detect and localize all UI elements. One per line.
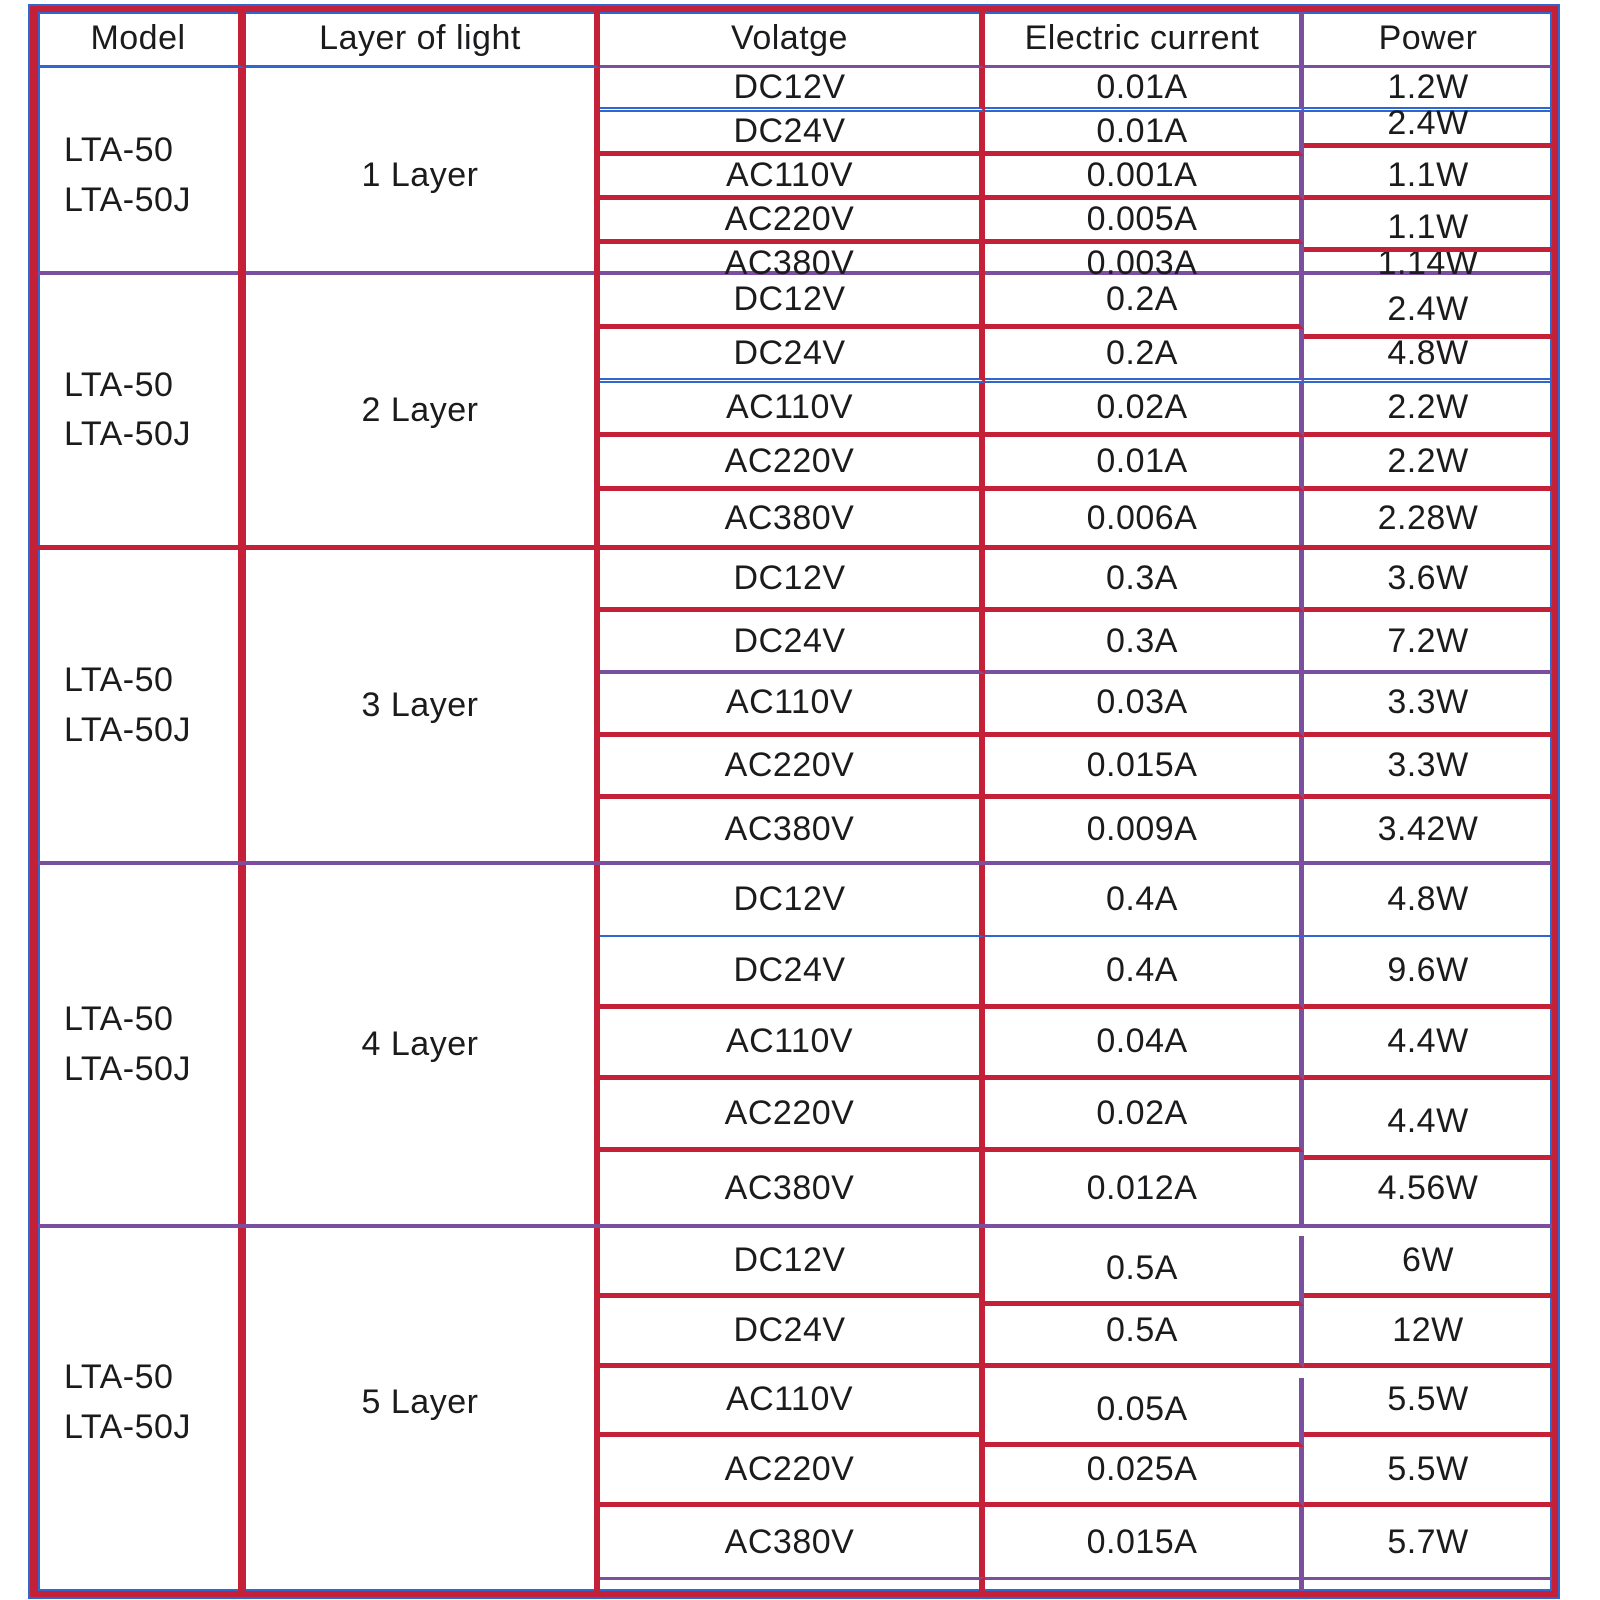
voltage-cell: AC110V bbox=[600, 1368, 985, 1438]
voltage-cell: AC380V bbox=[600, 244, 985, 283]
power-cell: 9.6W bbox=[1304, 937, 1552, 1009]
voltage-cell: DC12V bbox=[600, 1228, 985, 1298]
model-cell bbox=[38, 68, 246, 283]
power-cell: 2.28W bbox=[1377, 498, 1479, 537]
power-cell: 5.5W bbox=[1304, 1437, 1552, 1507]
voltage-cell: AC380V bbox=[600, 491, 985, 545]
current-cell: 0.001A bbox=[985, 156, 1304, 200]
voltage-cell: AC380V bbox=[600, 1507, 985, 1577]
power-cell: 5.5W bbox=[1304, 1368, 1552, 1438]
voltage-cell: DC24V bbox=[600, 937, 985, 1009]
model-cell bbox=[38, 1228, 246, 1577]
table-group-2-layer bbox=[38, 275, 1552, 550]
bottom-strip-cell bbox=[985, 1577, 1304, 1591]
table-group-5-layer bbox=[38, 1228, 1552, 1577]
table-group-1-layer bbox=[38, 68, 1552, 282]
current-cell: 0.015A bbox=[985, 1507, 1304, 1577]
power-cell: 2.4W bbox=[1304, 285, 1552, 339]
current-cell: 0.3A bbox=[985, 550, 1304, 612]
voltage-cell: DC12V bbox=[600, 865, 985, 937]
bottom-strip-cell bbox=[38, 1577, 246, 1591]
voltage-cell: AC380V bbox=[600, 1152, 985, 1224]
current-cell: 0.01A bbox=[985, 437, 1304, 491]
voltage-cell: AC220V bbox=[600, 437, 985, 491]
current-cell: 0.5A bbox=[985, 1236, 1304, 1306]
voltage-cell: AC220V bbox=[600, 1437, 985, 1507]
current-cell: 0.005A bbox=[985, 200, 1304, 244]
current-cell: 0.02A bbox=[985, 383, 1304, 437]
layer-cell: 2 Layer bbox=[246, 275, 600, 545]
layer-cell: 1 Layer bbox=[246, 68, 600, 283]
current-cell: 0.2A bbox=[985, 329, 1304, 383]
bottom-strip-cell bbox=[246, 1577, 600, 1591]
voltage-cell: DC12V bbox=[600, 550, 985, 612]
model-line: LTA-50J bbox=[64, 1407, 191, 1446]
spec-table bbox=[30, 6, 1558, 1597]
power-cell: 12W bbox=[1304, 1298, 1552, 1368]
voltage-cell: DC24V bbox=[600, 329, 985, 383]
current-cell: 0.01A bbox=[985, 112, 1304, 156]
power-cell: 7.2W bbox=[1304, 612, 1552, 674]
power-cell: 1.14W bbox=[1377, 244, 1479, 282]
power-cell: 5.7W bbox=[1387, 1522, 1469, 1561]
column-header-power: Power bbox=[1304, 12, 1552, 68]
current-cell: 0.025A bbox=[985, 1437, 1304, 1507]
power-cell: 3.3W bbox=[1304, 674, 1552, 736]
column-header-voltage: Volatge bbox=[600, 12, 985, 68]
current-cell: 0.4A bbox=[985, 865, 1304, 937]
model-line: LTA-50 bbox=[64, 1000, 174, 1039]
power-cell: 3.42W bbox=[1377, 810, 1479, 849]
current-cell: 0.015A bbox=[985, 737, 1304, 799]
power-cell: 2.4W bbox=[1304, 104, 1552, 148]
voltage-cell: AC220V bbox=[600, 737, 985, 799]
model-line: LTA-50J bbox=[64, 180, 191, 219]
voltage-cell: AC110V bbox=[600, 1009, 985, 1081]
model-line: LTA-50J bbox=[64, 415, 191, 453]
layer-cell: 3 Layer bbox=[246, 550, 600, 861]
table-group-4-layer bbox=[38, 865, 1552, 1228]
power-cell: 4.4W bbox=[1304, 1088, 1552, 1160]
voltage-cell: DC24V bbox=[600, 1298, 985, 1368]
power-cell: 3.6W bbox=[1304, 550, 1552, 612]
current-cell: 0.01A bbox=[985, 68, 1304, 112]
power-cell: 4.8W bbox=[1304, 329, 1552, 383]
current-cell: 0.3A bbox=[985, 612, 1304, 674]
voltage-cell: AC220V bbox=[600, 200, 985, 244]
power-cell: 6W bbox=[1304, 1228, 1552, 1298]
current-cell: 0.03A bbox=[985, 674, 1304, 736]
power-cell: 4.4W bbox=[1304, 1009, 1552, 1081]
voltage-cell: DC24V bbox=[600, 112, 985, 156]
model-line: LTA-50 bbox=[64, 661, 174, 700]
model-cell bbox=[38, 550, 246, 861]
current-cell: 0.04A bbox=[985, 1009, 1304, 1081]
power-cell: 2.2W bbox=[1304, 437, 1552, 491]
voltage-cell: AC110V bbox=[600, 383, 985, 437]
voltage-cell: AC110V bbox=[600, 156, 985, 200]
current-cell: 0.2A bbox=[985, 275, 1304, 329]
column-header-model: Model bbox=[38, 12, 246, 68]
model-cell bbox=[38, 275, 246, 545]
current-cell: 0.5A bbox=[985, 1298, 1304, 1368]
current-cell: 0.009A bbox=[985, 799, 1304, 861]
model-cell bbox=[38, 865, 246, 1224]
voltage-cell: DC24V bbox=[600, 612, 985, 674]
voltage-cell: DC12V bbox=[600, 275, 985, 329]
table-header-row bbox=[38, 12, 1552, 68]
current-cell: 0.006A bbox=[985, 491, 1304, 545]
power-cell: 1.1W bbox=[1304, 156, 1552, 200]
layer-cell: 5 Layer bbox=[246, 1228, 600, 1577]
current-cell: 0.05A bbox=[985, 1378, 1304, 1448]
voltage-cell: AC110V bbox=[600, 674, 985, 736]
current-cell: 0.012A bbox=[985, 1152, 1304, 1224]
voltage-cell: AC220V bbox=[600, 1080, 985, 1152]
bottom-strip-cell bbox=[1304, 1577, 1552, 1591]
power-cell: 4.8W bbox=[1304, 865, 1552, 937]
table-group-3-layer bbox=[38, 550, 1552, 865]
model-line: LTA-50 bbox=[64, 365, 174, 404]
power-cell: 3.3W bbox=[1304, 737, 1552, 799]
voltage-cell: AC380V bbox=[600, 799, 985, 861]
model-line: LTA-50 bbox=[64, 1358, 174, 1397]
bottom-strip bbox=[38, 1577, 1552, 1591]
model-line: LTA-50J bbox=[64, 1049, 191, 1088]
column-header-electric-current: Electric current bbox=[985, 12, 1304, 68]
power-cell: 2.2W bbox=[1304, 383, 1552, 437]
column-header-layer-of-light: Layer of light bbox=[246, 12, 600, 68]
power-cell: 1.1W bbox=[1304, 208, 1552, 252]
model-line: LTA-50 bbox=[64, 131, 174, 170]
layer-cell: 4 Layer bbox=[246, 865, 600, 1224]
current-cell: 0.003A bbox=[985, 244, 1304, 283]
current-cell: 0.02A bbox=[985, 1080, 1304, 1152]
voltage-cell: DC12V bbox=[600, 68, 985, 112]
current-cell: 0.4A bbox=[985, 937, 1304, 1009]
table-body bbox=[38, 68, 1552, 1577]
power-cell: 4.56W bbox=[1377, 1168, 1479, 1207]
bottom-strip-cell bbox=[600, 1577, 985, 1591]
power-cell: 1.2W bbox=[1304, 68, 1552, 112]
model-line: LTA-50J bbox=[64, 710, 191, 749]
